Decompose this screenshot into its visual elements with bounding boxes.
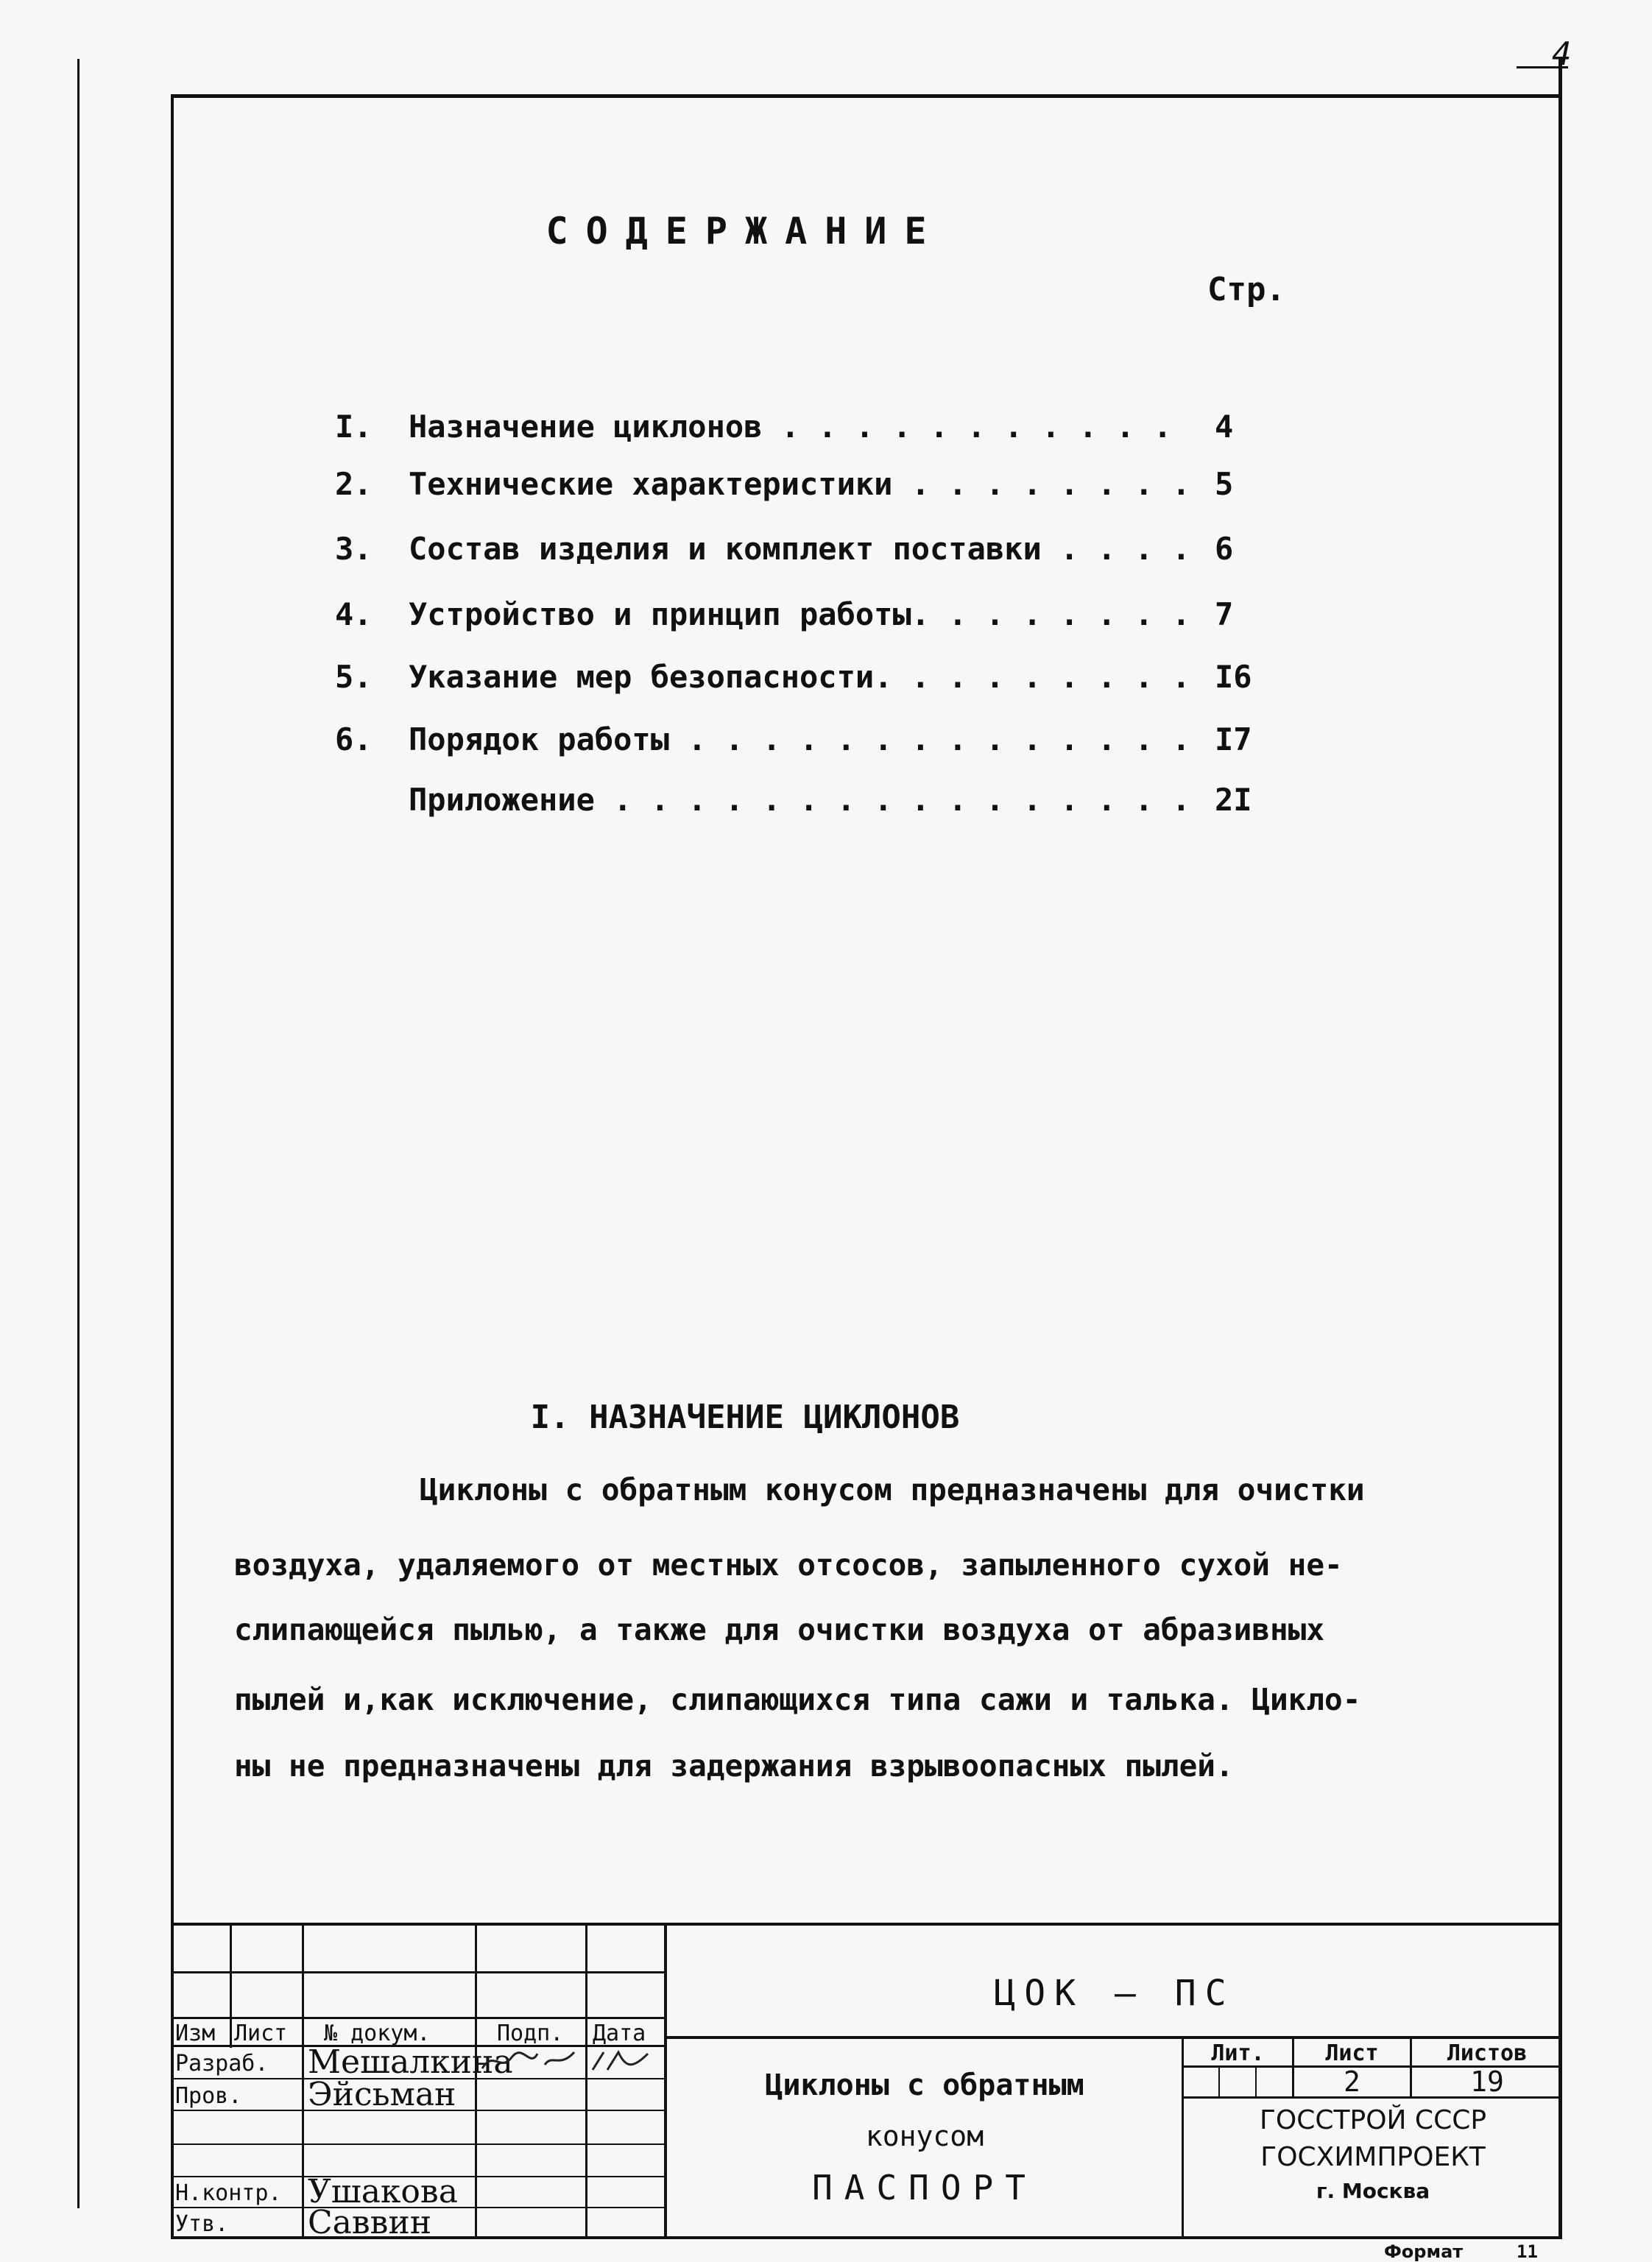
stamp-grid-line: [585, 1923, 587, 2238]
stamp-grid-line: [302, 1923, 304, 2238]
stamp-grid-line: [171, 2017, 664, 2019]
stamp-name: Эйсьман: [308, 2076, 456, 2113]
toc-item-page: I7: [1215, 721, 1252, 757]
toc-item: [335, 409, 1263, 460]
toc-item: [335, 466, 1263, 517]
stamp-grid-line: [171, 1971, 664, 1973]
paragraph-line: воздуха, удаляемого от местных отсосов, запыленного сухой не-: [234, 1547, 1343, 1583]
stamp-top-line: [171, 1923, 1562, 1926]
toc-item: [335, 659, 1263, 710]
toc-item-page: 7: [1215, 596, 1234, 632]
toc-title: СОДЕРЖАНИЕ: [546, 210, 945, 252]
paragraph-line: ны не предназначены для задержания взрывоопасных пылей.: [234, 1748, 1234, 1784]
stamp-header-sign: Подп.: [497, 2021, 564, 2046]
date-mark: [589, 2046, 659, 2076]
stamp-lit-label: Лит.: [1211, 2040, 1265, 2066]
toc-item-number: 2.: [335, 466, 373, 502]
paragraph-line: слипающейся пылью, а также для очистки воздуха от абразивных: [234, 1612, 1325, 1647]
org-line3: г. Москва: [1316, 2179, 1430, 2203]
document-type: ПАСПОРТ: [812, 2168, 1037, 2208]
toc-item-page: 5: [1215, 466, 1234, 502]
toc-item: [335, 531, 1263, 582]
product-name-line1: Циклоны с обратным: [765, 2068, 1084, 2102]
stamp-role: Пров.: [175, 2083, 242, 2109]
stamp-header-date: Дата: [593, 2021, 646, 2046]
toc-item-number: I.: [335, 409, 373, 445]
stamp-header-list: Лист: [234, 2021, 288, 2046]
stamp-name: Саввин: [308, 2204, 432, 2241]
toc-item: [335, 782, 1263, 833]
stamp-grid-line: [1255, 2065, 1257, 2098]
stamp-sheets-label: Листов: [1447, 2040, 1528, 2066]
toc-item-text: Приложение . . .: [409, 782, 1189, 818]
toc-page-label: Стр.: [1207, 271, 1285, 308]
toc-item-number: 3.: [335, 531, 373, 567]
toc-item-page: I6: [1215, 659, 1252, 695]
stamp-role: Разраб.: [175, 2051, 269, 2077]
org-line2: ГОСХИМПРОЕКТ: [1260, 2142, 1486, 2172]
toc-item-text: Назначение циклонов . . .: [409, 409, 1189, 445]
toc-item-text: Порядок работы . . .: [409, 721, 1189, 757]
stamp-sheets-value: 19: [1470, 2065, 1504, 2098]
signature-mark: [479, 2046, 582, 2076]
toc-item-page: 2I: [1215, 782, 1252, 818]
stamp-header-izm: Изм: [175, 2021, 216, 2046]
stamp-role: Н.контр.: [175, 2180, 282, 2206]
stamp-grid-line: [1218, 2065, 1220, 2098]
toc-item-text: Устройство и принцип работы. . . .: [409, 596, 1189, 632]
paragraph-line: Циклоны с обратным конусом предназначены для очистки: [420, 1472, 1365, 1508]
product-name-line2: конусом: [865, 2120, 984, 2152]
document-designation: ЦОК – ПС: [994, 1973, 1235, 2014]
paragraph-line: пылей и,как исключение, слипающихся типа сажи и талька. Цикло-: [234, 1682, 1361, 1717]
section-heading: I. НАЗНАЧЕНИЕ ЦИКЛОНОВ: [530, 1399, 960, 1436]
toc-item-page: 6: [1215, 531, 1234, 567]
frame-left-border: [171, 96, 174, 2238]
toc-item: [335, 596, 1263, 648]
org-line1: ГОССТРОЙ СССР: [1259, 2105, 1487, 2135]
toc-item-number: 6.: [335, 721, 373, 757]
toc-item: [335, 721, 1263, 773]
stamp-name: Мешалкина: [308, 2043, 513, 2081]
toc-item-text: Технические характеристики . . .: [409, 466, 1189, 502]
page-corner-number: 4: [1552, 35, 1572, 73]
toc-item-page: 4: [1215, 409, 1234, 445]
stamp-name: Ушакова: [308, 2173, 458, 2210]
stamp-sheet-label: Лист: [1325, 2040, 1379, 2066]
binding-margin-line: [77, 59, 80, 2208]
toc-item-number: 4.: [335, 596, 373, 632]
stamp-grid-line: [171, 2143, 664, 2145]
frame-right-border: [1559, 59, 1562, 2238]
frame-top-border: [171, 94, 1562, 98]
stamp-grid-line: [230, 1923, 232, 2048]
stamp-header-doc: № докум.: [324, 2021, 431, 2046]
format-value: 11: [1517, 2241, 1538, 2262]
stamp-sheet-value: 2: [1344, 2065, 1360, 2098]
toc-item-text: Состав изделия и комплект поставки . . .: [409, 531, 1189, 567]
format-label: Формат: [1384, 2241, 1464, 2262]
toc-item-text: Указание мер безопасности. . . .: [409, 659, 1189, 695]
toc-item-number: 5.: [335, 659, 373, 695]
stamp-grid-line: [664, 2036, 1562, 2039]
stamp-role: Утв.: [175, 2211, 229, 2237]
